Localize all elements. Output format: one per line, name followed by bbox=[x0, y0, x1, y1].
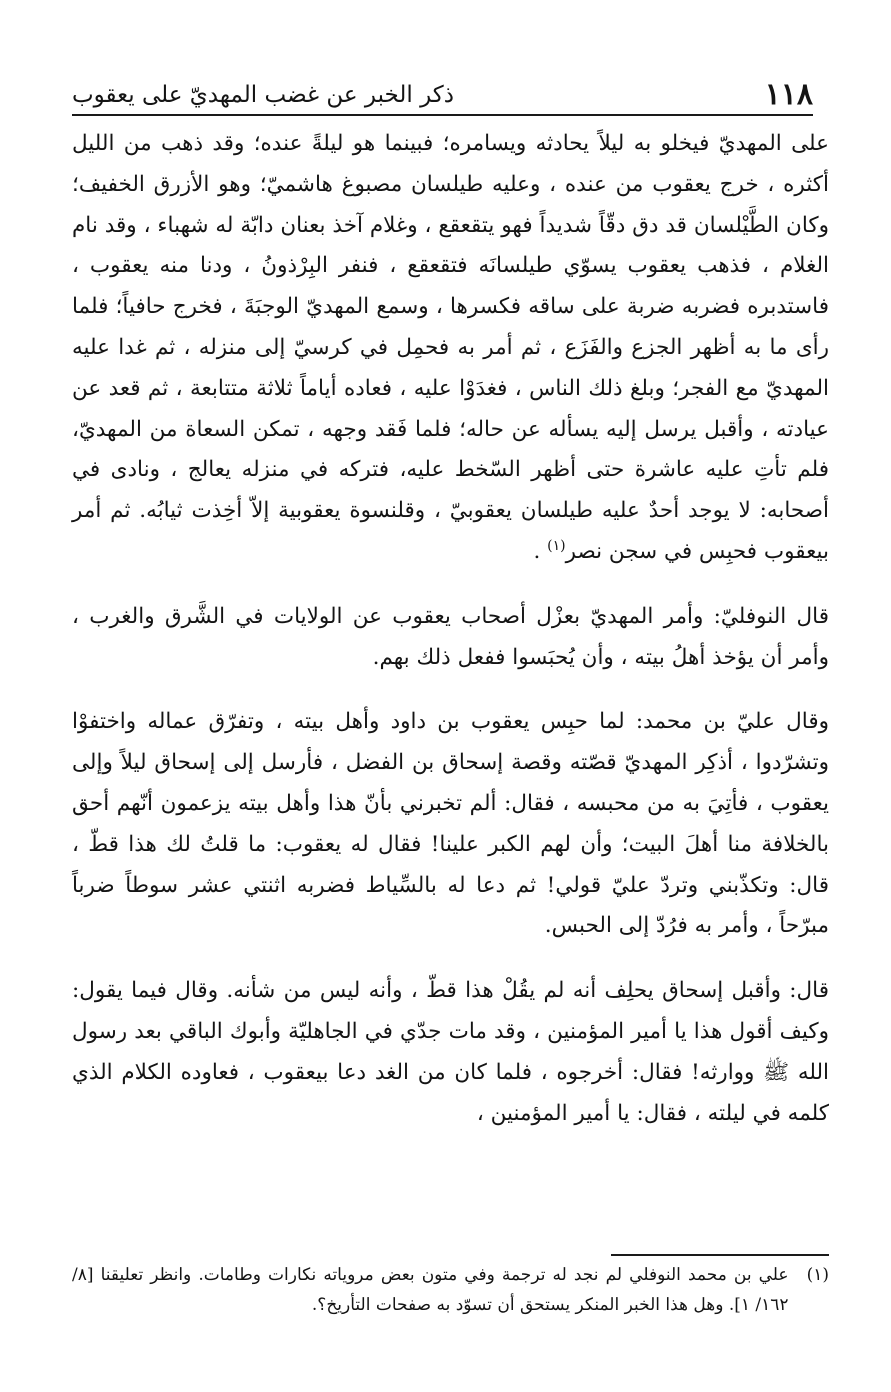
footnotes bbox=[72, 1260, 829, 1320]
running-title: ذكر الخبر عن غضب المهديّ على يعقوب bbox=[72, 82, 454, 109]
paragraph: وقال عليّ بن محمد: لما حبِس يعقوب بن داود وأهل بيته ، وتفرّق عماله واختفوْا وتشرّدوا ، أذكِر المهديّ قصّته وقصة إسحاق بن الفضل ، فأرسل إلى إسحاق ليلاً وإلى يعقوب ، فأتِيَ به من محبسه ، فقال: ألم تخبرني بأنّ هذا وأهل بيته يزعمون أنّهم أحق بالخلافة منا أهلَ البيت؛ وأن لهم الكبر علينا! فقال له يعقوب: ما قلتُ لك هذا قطّ ، قال: وتكذّبني وتردّ عليّ قولي! ثم دعا له بالسِّياط فضربه اثنتي عشر سوطاً ضرباً مبرّحاً ، وأمر به فرُدّ إلى الحبس. bbox=[72, 709, 829, 939]
footnote-divider bbox=[611, 1254, 829, 1256]
paragraph: قال: وأقبل إسحاق يحلِف أنه لم يقُلْ هذا قطّ ، وأنه ليس من شأنه. وقال فيما يقول: وكيف أقول هذا يا أمير المؤمنين ، وقد مات جدّي في الجاهليّة وأبوك الباقي بعد رسول الله ﷺ ووارثه! فقال: أخرجوه ، فلما كان من الغد دعا بيعقوب ، فعاوده الكلام الذي كلمه في ليلته ، فقال: يا أمير المؤمنين ، bbox=[72, 978, 829, 1126]
paragraph: قال النوفليّ: وأمر المهديّ بعزْل أصحاب يعقوب عن الولايات في الشَّرق والغرب ، وأمر أن يؤخذ أهلُ بيته ، وأن يُحبَسوا ففعل ذلك بهم. bbox=[72, 603, 829, 670]
paragraph-end: . bbox=[533, 538, 548, 564]
page-header bbox=[72, 62, 813, 116]
footnote-text: علي بن محمد النوفلي لم نجد له ترجمة وفي متون بعض مروياته نكارات وطامات. وانظر تعليقنا [٨/ ١٦٢/ ١]. وهل هذا الخبر المنكر يستحق أن تسوّد به صفحات التأريخ؟. bbox=[72, 1265, 789, 1315]
footnote-reference[interactable]: (١) bbox=[547, 537, 566, 554]
paragraph bbox=[72, 124, 829, 573]
footnote bbox=[72, 1260, 829, 1320]
footnote-number: (١) bbox=[806, 1265, 829, 1285]
paragraph-text: على المهديّ فيخلو به ليلاً يحادثه ويسامره؛ فبينما هو ليلةً عنده؛ وقد ذهب من الليل أكثره ، خرج يعقوب من عنده ، وعليه طيلسان مصبوغ هاشميّ؛ وهو الأزرق الخفيف؛ وكان الطَّيْلسان قد دق دقّاً شديداً فهو يتقعقع ، وغلام آخذ بعنان دابّة له شهباء ، وقد نام الغلام ، فذهب يعقوب يسوّي طيلسانَه فتقعقع ، فنفر البِرْذونُ ، ودنا منه يعقوب ، فاستدبره فضربه ضربة على ساقه فكسرها ، وسمع المهديّ الوجبَةَ ، فخرج حافياً؛ فلما رأى ما به أظهر الجزع والفَزَع ، ثم أمر به فحمِل في كرسيّ إلى منزله ، ثم غدا عليه المهديّ مع الفجر؛ وبلغ ذلك الناس ، فغدَوْا عليه ، فعاده أياماً ثلاثة متتابعة ، ثم قعد عن عيادته ، وأقبل يرسل إليه يسأله عن حاله؛ فلما فَقد وجهه ، تمكن السعاة من المهديّ، فلم تأتِ عليه عاشرة حتى أظهر السّخط عليه، فتركه في منزله يعالج ، ونادى في أصحابه: لا يوجد أحدٌ عليه طيلسان يعقوبيّ ، وقلنسوة يعقوبية إلاّ أخِذت ثيابُه. ثم أمر بيعقوب فحبِس في سجن نصر bbox=[72, 131, 829, 564]
main-text bbox=[72, 124, 829, 1134]
page-number: ١١٨ bbox=[764, 77, 813, 112]
